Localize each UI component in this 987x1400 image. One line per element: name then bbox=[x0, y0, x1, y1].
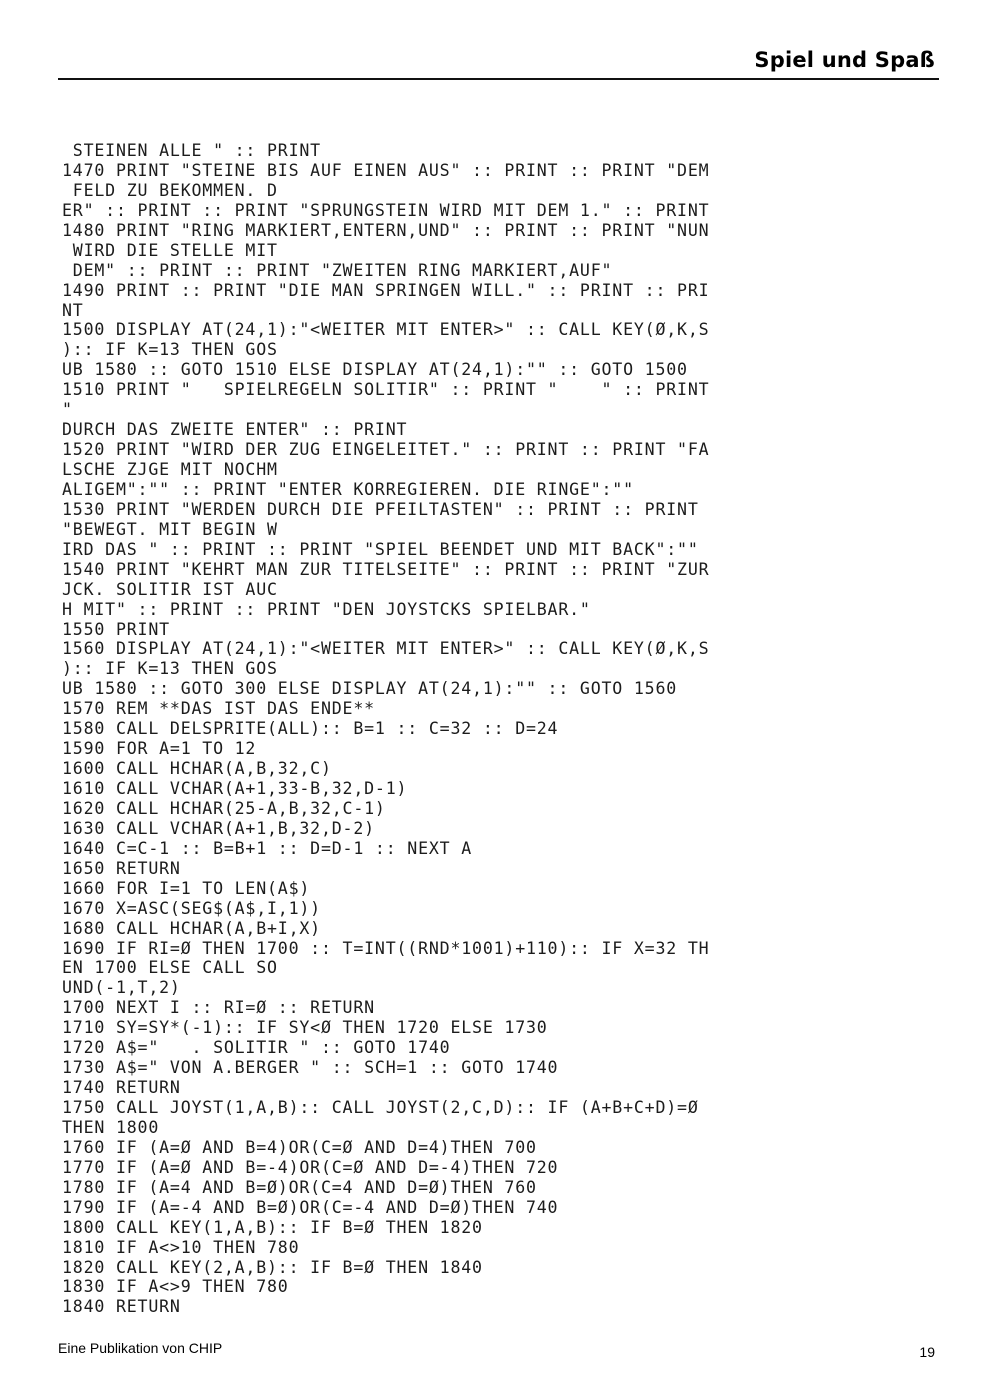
code-line: 1810 IF A<>10 THEN 780 bbox=[62, 1237, 300, 1257]
code-line: JCK. SOLITIR IST AUC bbox=[62, 579, 278, 599]
code-line: UND(-1,T,2) bbox=[62, 978, 181, 998]
code-line: 1830 IF A<>9 THEN 780 bbox=[62, 1277, 289, 1297]
code-line: 1690 IF RI=Ø THEN 1700 :: T=INT((RND*1001)+110):: IF X=32 TH bbox=[62, 938, 710, 958]
code-line: 1740 RETURN bbox=[62, 1078, 181, 1098]
code-line: UB 1580 :: GOTO 300 ELSE DISPLAY AT(24,1):"" :: GOTO 1560 bbox=[62, 679, 678, 699]
code-line: 1520 PRINT "WIRD DER ZUG EINGELEITET." :: PRINT :: PRINT "FA bbox=[62, 440, 710, 460]
code-line: 1570 REM **DAS IST DAS ENDE** bbox=[62, 699, 375, 719]
code-line: ALIGEM":"" :: PRINT "ENTER KORREGIEREN. DIE RINGE":"" bbox=[62, 479, 634, 499]
code-line: 1640 C=C-1 :: B=B+1 :: D=D-1 :: NEXT A bbox=[62, 838, 473, 858]
code-line: 1620 CALL HCHAR(25-A,B,32,C-1) bbox=[62, 798, 386, 818]
publication-credit: Eine Publikation von CHIP bbox=[58, 1340, 223, 1356]
code-line: ER" :: PRINT :: PRINT "SPRUNGSTEIN WIRD MIT DEM 1." :: PRINT bbox=[62, 200, 710, 220]
code-line: 1840 RETURN bbox=[62, 1297, 181, 1317]
header-divider bbox=[58, 78, 939, 80]
code-line: 1490 PRINT :: PRINT "DIE MAN SPRINGEN WILL." :: PRINT :: PRI bbox=[62, 280, 710, 300]
code-line: NT bbox=[62, 300, 84, 320]
code-line: 1730 A$=" VON A.BERGER " :: SCH=1 :: GOTO 1740 bbox=[62, 1058, 559, 1078]
code-line: 1750 CALL JOYST(1,A,B):: CALL JOYST(2,C,D):: IF (A+B+C+D)=Ø bbox=[62, 1098, 699, 1117]
code-line: 1560 DISPLAY AT(24,1):"<WEITER MIT ENTER>" :: CALL KEY(Ø,K,S bbox=[62, 639, 710, 659]
code-line: 1470 PRINT "STEINE BIS AUF EINEN AUS" :: PRINT :: PRINT "DEM bbox=[62, 160, 710, 180]
code-line: EN 1700 ELSE CALL SO bbox=[62, 958, 278, 978]
code-line: 1580 CALL DELSPRITE(ALL):: B=1 :: C=32 :: D=24 bbox=[62, 719, 559, 739]
code-line: IRD DAS " :: PRINT :: PRINT "SPIEL BEENDET UND MIT BACK":"" bbox=[62, 539, 699, 559]
section-title: Spiel und Spaß bbox=[754, 48, 935, 72]
code-line: DEM" :: PRINT :: PRINT "ZWEITEN RING MARKIERT,AUF" bbox=[62, 260, 613, 280]
code-line: "BEWEGT. MIT BEGIN W bbox=[62, 519, 278, 539]
code-line: 1500 DISPLAY AT(24,1):"<WEITER MIT ENTER>" :: CALL KEY(Ø,K,S bbox=[62, 320, 710, 340]
code-line: 1780 IF (A=4 AND B=Ø)OR(C=4 AND D=Ø)THEN 760 bbox=[62, 1177, 537, 1197]
code-line: WIRD DIE STELLE MIT bbox=[62, 240, 278, 260]
code-line: 1710 SY=SY*(-1):: IF SY<Ø THEN 1720 ELSE 1730 bbox=[62, 1018, 548, 1038]
code-line: 1700 NEXT I :: RI=Ø :: RETURN bbox=[62, 998, 375, 1018]
code-line: FELD ZU BEKOMMEN. D bbox=[62, 180, 278, 200]
code-line: 1720 A$=" . SOLITIR " :: GOTO 1740 bbox=[62, 1038, 451, 1058]
code-line: 1770 IF (A=Ø AND B=-4)OR(C=Ø AND D=-4)THEN 720 bbox=[62, 1157, 559, 1177]
code-line: ):: IF K=13 THEN GOS bbox=[62, 659, 278, 679]
code-line: 1630 CALL VCHAR(A+1,B,32,D-2) bbox=[62, 818, 375, 838]
code-line: 1480 PRINT "RING MARKIERT,ENTERN,UND" :: PRINT :: PRINT "NUN bbox=[62, 220, 710, 240]
code-line: DURCH DAS ZWEITE ENTER" :: PRINT bbox=[62, 420, 408, 440]
code-line: H MIT" :: PRINT :: PRINT "DEN JOYSTCKS SPIELBAR." bbox=[62, 599, 591, 619]
page-number: 19 bbox=[919, 1344, 935, 1360]
code-line: 1650 RETURN bbox=[62, 858, 181, 878]
code-line: 1820 CALL KEY(2,A,B):: IF B=Ø THEN 1840 bbox=[62, 1257, 483, 1277]
code-line: UB 1580 :: GOTO 1510 ELSE DISPLAY AT(24,1):"" :: GOTO 1500 bbox=[62, 360, 688, 380]
code-line: 1800 CALL KEY(1,A,B):: IF B=Ø THEN 1820 bbox=[62, 1217, 483, 1237]
code-line: STEINEN ALLE " :: PRINT bbox=[62, 141, 321, 160]
code-line: 1790 IF (A=-4 AND B=Ø)OR(C=-4 AND D=Ø)THEN 740 bbox=[62, 1197, 559, 1217]
code-line: 1670 X=ASC(SEG$(A$,I,1)) bbox=[62, 898, 321, 918]
code-line: " bbox=[62, 400, 73, 420]
code-line: 1600 CALL HCHAR(A,B,32,C) bbox=[62, 759, 332, 779]
code-listing bbox=[62, 141, 942, 1317]
code-line: 1510 PRINT " SPIELREGELN SOLITIR" :: PRINT " " :: PRINT bbox=[62, 380, 710, 400]
code-line: 1590 FOR A=1 TO 12 bbox=[62, 739, 257, 759]
code-line: 1660 FOR I=1 TO LEN(A$) bbox=[62, 878, 311, 898]
code-line: THEN 1800 bbox=[62, 1117, 160, 1137]
code-line: ):: IF K=13 THEN GOS bbox=[62, 340, 278, 360]
code-line: 1530 PRINT "WERDEN DURCH DIE PFEILTASTEN" :: PRINT :: PRINT bbox=[62, 499, 699, 519]
code-line: 1610 CALL VCHAR(A+1,33-B,32,D-1) bbox=[62, 779, 408, 798]
code-line: 1540 PRINT "KEHRT MAN ZUR TITELSEITE" :: PRINT :: PRINT "ZUR bbox=[62, 559, 710, 579]
code-line: LSCHE ZJGE MIT NOCHM bbox=[62, 460, 278, 479]
code-line: 1760 IF (A=Ø AND B=4)OR(C=Ø AND D=4)THEN 700 bbox=[62, 1137, 537, 1157]
code-line: 1550 PRINT bbox=[62, 619, 170, 639]
code-line: 1680 CALL HCHAR(A,B+I,X) bbox=[62, 918, 321, 938]
